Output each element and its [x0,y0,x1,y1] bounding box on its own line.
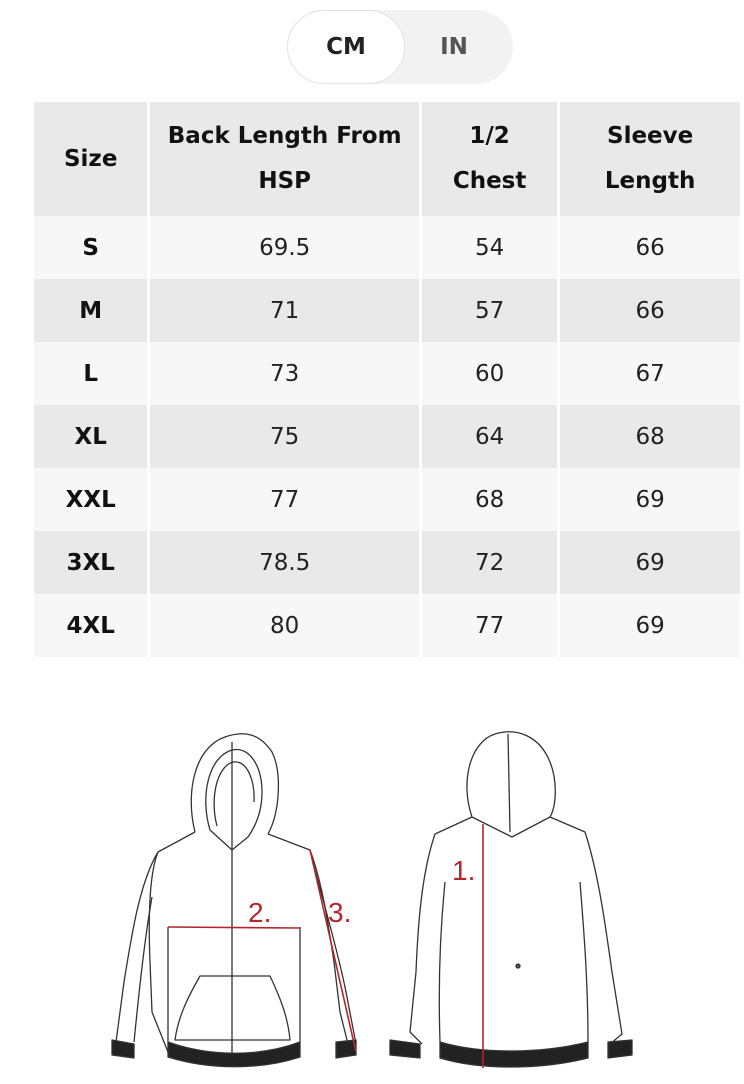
header-sleeve-length: Sleeve Length [560,102,740,216]
size-chart-table [31,102,743,657]
header-back-length: Back Length From HSP [150,102,419,216]
half-chest-cell: 57 [422,279,557,342]
size-cell: M [34,279,147,342]
measure-label-sleeve: 3. [328,897,352,928]
table-row [34,531,740,594]
size-cell: XL [34,405,147,468]
hoodie-back-illustration [390,732,632,1067]
sleeve-length-cell: 68 [560,405,740,468]
size-cell: 3XL [34,531,147,594]
sleeve-length-cell: 69 [560,594,740,657]
size-cell: 4XL [34,594,147,657]
half-chest-cell: 64 [422,405,557,468]
half-chest-cell: 77 [422,594,557,657]
hoodie-front-illustration [112,734,356,1067]
back-length-cell: 75 [150,405,419,468]
table-row [34,342,740,405]
sleeve-length-cell: 67 [560,342,740,405]
measure-label-chest: 2. [248,897,272,928]
table-row [34,279,740,342]
half-chest-cell: 72 [422,531,557,594]
table-header-row [34,102,740,216]
back-length-cell: 73 [150,342,419,405]
back-length-cell: 78.5 [150,531,419,594]
header-size: Size [34,102,147,216]
back-length-cell: 71 [150,279,419,342]
half-chest-cell: 60 [422,342,557,405]
header-half-chest: 1/2 Chest [422,102,557,216]
sleeve-length-cell: 69 [560,531,740,594]
table-row [34,594,740,657]
size-cell: XXL [34,468,147,531]
size-cell: L [34,342,147,405]
back-length-cell: 80 [150,594,419,657]
half-chest-cell: 54 [422,216,557,279]
measure-label-back-length: 1. [452,855,476,886]
sleeve-length-cell: 66 [560,216,740,279]
back-length-cell: 77 [150,468,419,531]
sleeve-length-cell: 69 [560,468,740,531]
table-row [34,405,740,468]
half-chest-cell: 68 [422,468,557,531]
unit-cm-button[interactable]: CM [287,10,405,84]
table-row [34,468,740,531]
unit-in-button[interactable]: IN [440,34,468,60]
back-length-cell: 69.5 [150,216,419,279]
unit-toggle [287,10,513,84]
sleeve-length-cell: 66 [560,279,740,342]
size-cell: S [34,216,147,279]
table-row [34,216,740,279]
front-measurement-lines [168,850,356,1052]
hoodie-measurement-diagram [100,722,660,1072]
